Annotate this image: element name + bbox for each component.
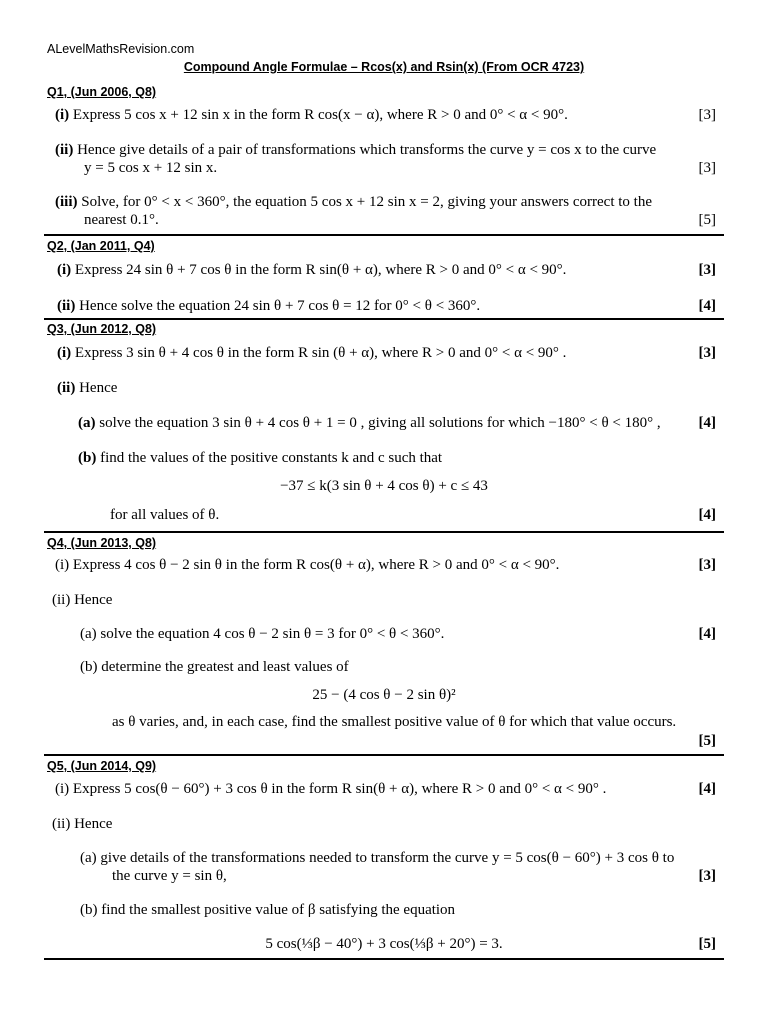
q4-a-mark: [4]: [698, 626, 716, 642]
q1-ii-line2: y = 5 cos x + 12 sin x.: [84, 160, 218, 176]
q1-part-i: [55, 107, 568, 124]
site-name: ALevelMathsRevision.com: [47, 42, 195, 56]
q1-part-iii: [55, 194, 652, 211]
q1-ii-mark: [3]: [698, 160, 716, 176]
q3-heading: Q3, (Jun 2012, Q8): [47, 322, 157, 336]
divider: [44, 958, 724, 960]
q3-a-label: (a): [78, 415, 96, 431]
q2-ii-mark: [4]: [698, 298, 716, 314]
q5-b-mark: [5]: [698, 936, 716, 952]
q4-part-ii: [52, 592, 112, 609]
q1-iii-label: (iii): [55, 194, 78, 210]
q4-b-label: (b): [80, 659, 98, 675]
q4-part-b: [80, 659, 349, 676]
q5-a-line2: the curve y = sin θ,: [112, 868, 227, 884]
q4-ii-text: Hence: [74, 592, 113, 608]
q4-i-mark: [3]: [698, 557, 716, 573]
q4-a-label: (a): [80, 626, 97, 642]
q3-b-mark: [4]: [698, 507, 716, 523]
q3-b-equation: −37 ≤ k(3 sin θ + 4 cos θ) + c ≤ 43: [280, 478, 488, 494]
divider: [44, 318, 724, 320]
q3-b-label: (b): [78, 450, 97, 466]
divider: [44, 531, 724, 533]
q3-b-text: find the values of the positive constants k and c such that: [100, 450, 443, 466]
q2-part-i: [57, 262, 566, 279]
q3-i-text: Express 3 sin θ + 4 cos θ in the form R sin (θ + α), where R > 0 and 0° < α < 90° .: [74, 345, 567, 361]
divider: [44, 234, 724, 236]
q4-b-text: determine the greatest and least values of: [101, 659, 349, 675]
q2-i-label: (i): [57, 262, 72, 278]
q5-i-label: (i): [55, 781, 70, 797]
q5-b-label: (b): [80, 902, 98, 918]
q1-iii-line1: Solve, for 0° < x < 360°, the equation 5 cos x + 12 sin x = 2, giving your answers correct to the: [81, 194, 652, 210]
q4-part-i: [55, 557, 559, 574]
q1-i-mark: [3]: [698, 107, 716, 123]
q4-part-a: [80, 626, 444, 643]
q5-part-ii: [52, 816, 112, 833]
document-title: Compound Angle Formulae – Rcos(x) and Rsin(x) (From OCR 4723): [183, 60, 585, 74]
q5-part-a: [80, 850, 674, 867]
q5-b-text: find the smallest positive value of β satisfying the equation: [101, 902, 456, 918]
q1-i-text: Express 5 cos x + 12 sin x in the form R cos(x − α), where R > 0 and 0° < α < 90°.: [72, 107, 568, 123]
q4-b-tail: as θ varies, and, in each case, find the smallest positive value of θ for which that value occurs.: [112, 714, 677, 730]
q3-part-ii: [57, 380, 117, 397]
q2-i-text: Express 24 sin θ + 7 cos θ in the form R sin(θ + α), where R > 0 and 0° < α < 90°.: [74, 262, 567, 278]
q5-a-mark: [3]: [698, 868, 716, 884]
q2-ii-text: Hence solve the equation 24 sin θ + 7 cos θ = 12 for 0° < θ < 360°.: [79, 298, 481, 314]
q2-i-mark: [3]: [698, 262, 716, 278]
q1-heading: Q1, (Jun 2006, Q8): [47, 85, 157, 99]
q5-a-line1: give details of the transformations needed to transform the curve y = 5 cos(θ − 60°) + 3 cos θ to: [100, 850, 675, 866]
q4-ii-label: (ii): [52, 592, 71, 608]
q5-i-text: Express 5 cos(θ − 60°) + 3 cos θ in the form R sin(θ + α), where R > 0 and 0° < α < 90° .: [72, 781, 607, 797]
q3-ii-text: Hence: [79, 380, 118, 396]
q5-b-equation: 5 cos(⅓β − 40°) + 3 cos(⅓β + 20°) = 3.: [265, 936, 503, 952]
q5-part-i: [55, 781, 606, 798]
q5-heading: Q5, (Jun 2014, Q9): [47, 759, 157, 773]
q5-ii-label: (ii): [52, 816, 71, 832]
q4-b-equation: 25 − (4 cos θ − 2 sin θ)²: [312, 687, 456, 703]
q3-part-b: [78, 450, 442, 467]
q1-i-label: (i): [55, 107, 70, 123]
q2-ii-label: (ii): [57, 298, 76, 314]
q5-a-label: (a): [80, 850, 97, 866]
q4-a-text: solve the equation 4 cos θ − 2 sin θ = 3 for 0° < θ < 360°.: [100, 626, 445, 642]
q2-part-ii: [57, 298, 480, 315]
q5-part-b: [80, 902, 455, 919]
q1-iii-mark: [5]: [698, 212, 716, 228]
q2-heading: Q2, (Jan 2011, Q4): [47, 239, 155, 253]
q3-part-a: [78, 415, 661, 432]
q1-part-ii: [55, 142, 656, 159]
q1-ii-label: (ii): [55, 142, 74, 158]
q3-a-mark: [4]: [698, 415, 716, 431]
q3-b-tail: for all values of θ.: [110, 507, 220, 523]
q1-ii-line1: Hence give details of a pair of transformations which transforms the curve y = cos x to the curve: [77, 142, 657, 158]
q4-i-label: (i): [55, 557, 70, 573]
q1-iii-line2: nearest 0.1°.: [84, 212, 159, 228]
q3-part-i: [57, 345, 566, 362]
q5-ii-text: Hence: [74, 816, 113, 832]
q4-i-text: Express 4 cos θ − 2 sin θ in the form R cos(θ + α), where R > 0 and 0° < α < 90°.: [72, 557, 560, 573]
q5-i-mark: [4]: [698, 781, 716, 797]
q4-heading: Q4, (Jun 2013, Q8): [47, 536, 157, 550]
q3-i-label: (i): [57, 345, 72, 361]
q3-ii-label: (ii): [57, 380, 76, 396]
q3-i-mark: [3]: [698, 345, 716, 361]
q4-b-mark: [5]: [698, 733, 716, 749]
q3-a-text: solve the equation 3 sin θ + 4 cos θ + 1 = 0 , giving all solutions for which −180° < θ < 180° ,: [99, 415, 661, 431]
divider: [44, 754, 724, 756]
